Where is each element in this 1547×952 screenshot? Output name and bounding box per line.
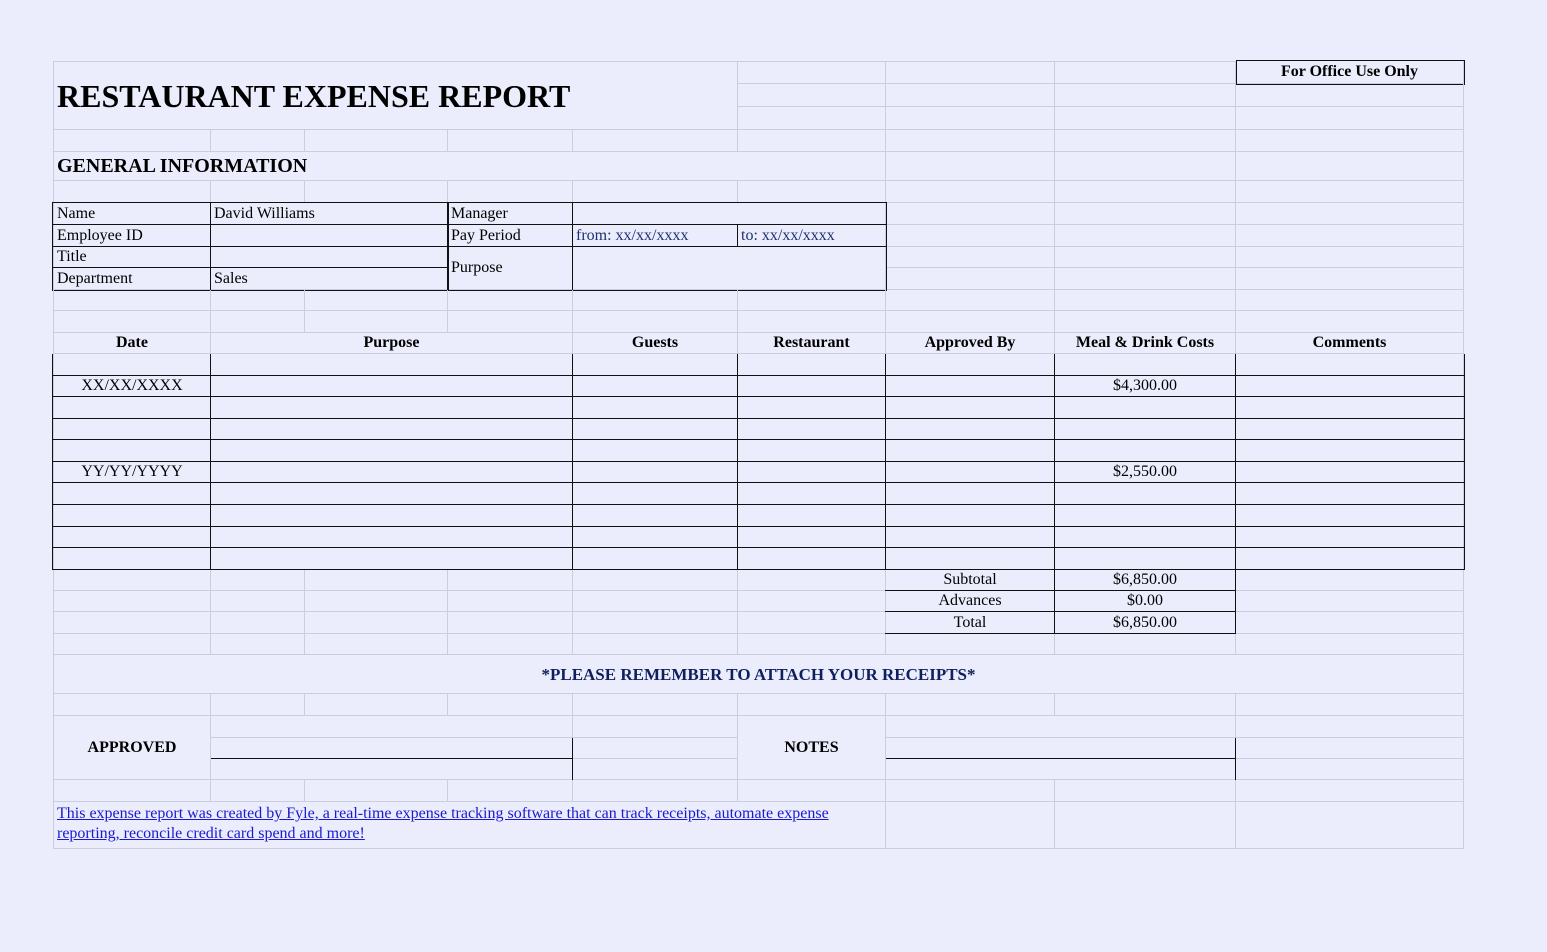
cell[interactable] — [573, 311, 738, 333]
approved-by-cell[interactable] — [886, 548, 1055, 570]
meal-drink-cost-cell[interactable]: $2,550.00 — [1055, 462, 1236, 483]
cell[interactable] — [305, 181, 448, 203]
date-cell[interactable] — [53, 483, 211, 505]
purpose-cell[interactable] — [211, 376, 573, 397]
guests-cell[interactable] — [573, 376, 738, 397]
date-cell[interactable]: YY/YY/YYYY — [53, 462, 211, 483]
cell[interactable] — [886, 130, 1055, 152]
cell[interactable] — [738, 780, 886, 802]
title-label: Title — [53, 247, 211, 268]
date-cell[interactable]: XX/XX/XXXX — [53, 376, 211, 397]
department-label: Department — [53, 268, 211, 290]
cell[interactable] — [211, 130, 305, 152]
approved-by-cell[interactable] — [886, 483, 1055, 505]
cell[interactable] — [1236, 181, 1464, 203]
column-header-guests: Guests — [573, 333, 738, 354]
column-header-restaurant: Restaurant — [738, 333, 886, 354]
cell[interactable] — [573, 759, 738, 780]
guests-cell[interactable] — [573, 354, 738, 376]
guests-cell[interactable] — [573, 527, 738, 548]
cell[interactable] — [886, 694, 1055, 716]
meal-drink-cost-cell[interactable] — [1055, 483, 1236, 505]
cell[interactable] — [886, 84, 1055, 107]
cell[interactable] — [886, 107, 1055, 130]
cell[interactable] — [53, 290, 211, 311]
cell[interactable] — [1055, 290, 1236, 311]
meal-drink-cost-cell[interactable] — [1055, 440, 1236, 462]
cell[interactable] — [1236, 716, 1464, 738]
guests-cell[interactable] — [573, 505, 738, 527]
cell[interactable] — [1055, 694, 1236, 716]
cell[interactable] — [211, 716, 573, 738]
cell[interactable] — [886, 247, 1055, 268]
meal-drink-cost-cell[interactable] — [1055, 419, 1236, 440]
cell[interactable] — [1055, 780, 1236, 802]
cell[interactable] — [1236, 634, 1464, 655]
cell[interactable] — [1236, 694, 1464, 716]
cell[interactable] — [738, 570, 886, 591]
cell[interactable] — [1236, 268, 1464, 290]
cell[interactable] — [573, 716, 738, 738]
cell[interactable] — [211, 759, 573, 780]
date-cell[interactable] — [53, 354, 211, 376]
office-use-cell[interactable] — [1236, 107, 1464, 130]
cell[interactable] — [1236, 130, 1464, 152]
cell[interactable] — [1236, 759, 1464, 780]
pay-period-label: Pay Period — [448, 225, 573, 247]
cell[interactable] — [1236, 203, 1464, 225]
cell[interactable] — [886, 268, 1055, 290]
cell[interactable] — [886, 290, 1055, 311]
guests-cell[interactable] — [573, 397, 738, 419]
cell[interactable] — [738, 311, 886, 333]
purpose-cell[interactable] — [211, 462, 573, 483]
title-field[interactable] — [211, 247, 448, 268]
approved-by-cell[interactable] — [886, 505, 1055, 527]
employee-id-field[interactable] — [211, 225, 448, 247]
cell[interactable] — [53, 130, 211, 152]
restaurant-cell[interactable] — [738, 483, 886, 505]
cell[interactable] — [886, 203, 1055, 225]
advances-label: Advances — [886, 591, 1055, 612]
name-label: Name — [53, 203, 211, 225]
cell[interactable] — [886, 61, 1055, 84]
comments-cell[interactable] — [1236, 354, 1464, 376]
approved-by-cell[interactable] — [886, 376, 1055, 397]
restaurant-cell[interactable] — [738, 505, 886, 527]
cell[interactable] — [886, 780, 1055, 802]
cell[interactable] — [1055, 152, 1236, 181]
cell[interactable] — [53, 181, 211, 203]
cell[interactable] — [1236, 247, 1464, 268]
cell[interactable] — [1236, 152, 1464, 181]
meal-drink-cost-cell[interactable] — [1055, 397, 1236, 419]
pay-period-to-field[interactable]: to: xx/xx/xxxx — [738, 225, 886, 247]
cell[interactable] — [1055, 181, 1236, 203]
cell[interactable] — [1236, 225, 1464, 247]
cell[interactable] — [53, 570, 211, 591]
purpose-cell[interactable] — [211, 505, 573, 527]
cell[interactable] — [211, 694, 305, 716]
column-header-purpose: Purpose — [211, 333, 573, 354]
notes-label: NOTES — [738, 716, 886, 780]
approved-by-cell[interactable] — [886, 397, 1055, 419]
approved-by-cell[interactable] — [886, 462, 1055, 483]
cell[interactable] — [53, 311, 211, 333]
notes-field[interactable] — [886, 738, 1236, 759]
approved-label: APPROVED — [53, 716, 211, 780]
comments-cell[interactable] — [1236, 548, 1464, 570]
cell[interactable] — [448, 694, 573, 716]
cell[interactable] — [1055, 61, 1236, 84]
cell[interactable] — [1055, 84, 1236, 107]
restaurant-cell[interactable] — [738, 419, 886, 440]
employee-id-label: Employee ID — [53, 225, 211, 247]
cell[interactable] — [886, 152, 1055, 181]
meal-drink-cost-cell[interactable] — [1055, 354, 1236, 376]
cell[interactable] — [448, 634, 573, 655]
cell[interactable] — [738, 612, 886, 634]
cell[interactable] — [738, 84, 886, 107]
date-cell[interactable] — [53, 548, 211, 570]
office-use-label: For Office Use Only — [1236, 61, 1464, 84]
cell[interactable] — [448, 130, 573, 152]
date-cell[interactable] — [53, 527, 211, 548]
cell[interactable] — [1055, 203, 1236, 225]
approved-by-cell[interactable] — [886, 440, 1055, 462]
meal-drink-cost-cell[interactable]: $4,300.00 — [1055, 376, 1236, 397]
cell[interactable] — [305, 591, 448, 612]
total-value: $6,850.00 — [1055, 612, 1236, 634]
cell[interactable] — [305, 634, 448, 655]
cell[interactable] — [1055, 107, 1236, 130]
approved-by-cell[interactable] — [886, 354, 1055, 376]
cell[interactable] — [448, 290, 573, 311]
cell[interactable] — [211, 181, 305, 203]
restaurant-cell[interactable] — [738, 376, 886, 397]
cell[interactable] — [1236, 290, 1464, 311]
cell[interactable] — [738, 290, 886, 311]
comments-cell[interactable] — [1236, 440, 1464, 462]
purpose-cell[interactable] — [211, 548, 573, 570]
purpose-cell[interactable] — [211, 397, 573, 419]
purpose-cell[interactable] — [211, 354, 573, 376]
cell[interactable] — [448, 780, 573, 802]
comments-cell[interactable] — [1236, 397, 1464, 419]
purpose-cell[interactable] — [211, 440, 573, 462]
comments-cell[interactable] — [1236, 419, 1464, 440]
cell[interactable] — [448, 311, 573, 333]
cell[interactable] — [1236, 738, 1464, 759]
meal-drink-cost-cell[interactable] — [1055, 548, 1236, 570]
restaurant-cell[interactable] — [738, 548, 886, 570]
meal-drink-cost-cell[interactable] — [1055, 527, 1236, 548]
purpose-cell[interactable] — [211, 419, 573, 440]
cell[interactable] — [886, 181, 1055, 203]
cell[interactable] — [211, 570, 305, 591]
subtotal-label: Subtotal — [886, 570, 1055, 591]
purpose-cell[interactable] — [211, 483, 573, 505]
meal-drink-cost-cell[interactable] — [1055, 505, 1236, 527]
comments-cell[interactable] — [1236, 462, 1464, 483]
cell[interactable] — [305, 694, 448, 716]
cell[interactable] — [886, 311, 1055, 333]
comments-cell[interactable] — [1236, 527, 1464, 548]
cell[interactable] — [573, 591, 738, 612]
cell[interactable] — [1236, 802, 1464, 849]
date-cell[interactable] — [53, 440, 211, 462]
cell[interactable] — [1236, 612, 1464, 634]
cell[interactable] — [448, 181, 573, 203]
cell[interactable] — [886, 802, 1055, 849]
cell[interactable] — [211, 591, 305, 612]
date-cell[interactable] — [53, 397, 211, 419]
cell[interactable] — [738, 130, 886, 152]
cell[interactable] — [738, 181, 886, 203]
cell[interactable] — [1236, 780, 1464, 802]
office-use-cell[interactable] — [1236, 84, 1464, 107]
cell[interactable] — [573, 780, 738, 802]
cell[interactable] — [573, 612, 738, 634]
column-header-date: Date — [53, 333, 211, 354]
manager-field[interactable] — [573, 203, 886, 225]
department-field[interactable]: Sales — [211, 268, 448, 290]
restaurant-cell[interactable] — [738, 527, 886, 548]
cell[interactable] — [305, 311, 448, 333]
cell[interactable] — [53, 612, 211, 634]
cell[interactable] — [1236, 591, 1464, 612]
restaurant-cell[interactable] — [738, 397, 886, 419]
restaurant-cell[interactable] — [738, 440, 886, 462]
cell[interactable] — [573, 290, 738, 311]
restaurant-cell[interactable] — [738, 354, 886, 376]
guests-cell[interactable] — [573, 440, 738, 462]
name-field[interactable]: David Williams — [211, 203, 448, 225]
fyle-link[interactable]: This expense report was created by Fyle, a real-time expense tracking software that can track receipts, automate expense reporting, reconcile credit card spend and more! — [53, 802, 886, 849]
cell[interactable] — [211, 311, 305, 333]
cell[interactable] — [53, 780, 211, 802]
advances-value[interactable]: $0.00 — [1055, 591, 1236, 612]
total-label: Total — [886, 612, 1055, 634]
cell[interactable] — [738, 634, 886, 655]
cell[interactable] — [211, 634, 305, 655]
cell[interactable] — [1055, 225, 1236, 247]
guests-cell[interactable] — [573, 548, 738, 570]
cell[interactable] — [305, 290, 448, 311]
approved-by-cell[interactable] — [886, 527, 1055, 548]
cell[interactable] — [1055, 130, 1236, 152]
cell[interactable] — [211, 612, 305, 634]
cell[interactable] — [573, 130, 738, 152]
cell[interactable] — [573, 570, 738, 591]
cell[interactable] — [305, 612, 448, 634]
cell[interactable] — [53, 634, 211, 655]
cell[interactable] — [573, 694, 738, 716]
receipts-reminder: *PLEASE REMEMBER TO ATTACH YOUR RECEIPTS* — [53, 655, 1464, 694]
cell[interactable] — [305, 130, 448, 152]
cell[interactable] — [1055, 268, 1236, 290]
cell[interactable] — [886, 716, 1236, 738]
cell[interactable] — [448, 591, 573, 612]
approved-signature-field[interactable] — [211, 738, 573, 759]
guests-cell[interactable] — [573, 462, 738, 483]
cell[interactable] — [1055, 802, 1236, 849]
report-title: RESTAURANT EXPENSE REPORT — [53, 61, 738, 130]
cell[interactable] — [1055, 634, 1236, 655]
cell[interactable] — [886, 225, 1055, 247]
comments-cell[interactable] — [1236, 376, 1464, 397]
cell[interactable] — [738, 107, 886, 130]
date-cell[interactable] — [53, 505, 211, 527]
cell[interactable] — [448, 612, 573, 634]
comments-cell[interactable] — [1236, 505, 1464, 527]
pay-period-from-field[interactable]: from: xx/xx/xxxx — [573, 225, 738, 247]
approved-by-cell[interactable] — [886, 419, 1055, 440]
cell[interactable] — [573, 634, 738, 655]
cell[interactable] — [573, 181, 738, 203]
purpose-label: Purpose — [448, 247, 573, 290]
subtotal-value: $6,850.00 — [1055, 570, 1236, 591]
cell[interactable] — [53, 694, 211, 716]
cell[interactable] — [738, 591, 886, 612]
comments-cell[interactable] — [1236, 483, 1464, 505]
cell[interactable] — [448, 570, 573, 591]
cell[interactable] — [886, 634, 1055, 655]
general-info-heading: GENERAL INFORMATION — [53, 152, 886, 181]
restaurant-cell[interactable] — [738, 462, 886, 483]
column-header-approved-by: Approved By — [886, 333, 1055, 354]
manager-label: Manager — [448, 203, 573, 225]
cell[interactable] — [1055, 311, 1236, 333]
cell[interactable] — [1236, 570, 1464, 591]
cell[interactable] — [1055, 247, 1236, 268]
column-header-comments: Comments — [1236, 333, 1464, 354]
purpose-cell[interactable] — [211, 527, 573, 548]
date-cell[interactable] — [53, 419, 211, 440]
cell[interactable] — [211, 290, 305, 311]
cell[interactable] — [886, 759, 1236, 780]
cell[interactable] — [738, 694, 886, 716]
cell[interactable] — [305, 570, 448, 591]
cell[interactable] — [305, 780, 448, 802]
cell[interactable] — [738, 61, 886, 84]
cell[interactable] — [1236, 311, 1464, 333]
purpose-field[interactable] — [573, 247, 886, 290]
guests-cell[interactable] — [573, 483, 738, 505]
guests-cell[interactable] — [573, 419, 738, 440]
column-header-meal-drink-costs: Meal & Drink Costs — [1055, 333, 1236, 354]
cell[interactable] — [573, 738, 738, 759]
cell[interactable] — [53, 591, 211, 612]
cell[interactable] — [211, 780, 305, 802]
